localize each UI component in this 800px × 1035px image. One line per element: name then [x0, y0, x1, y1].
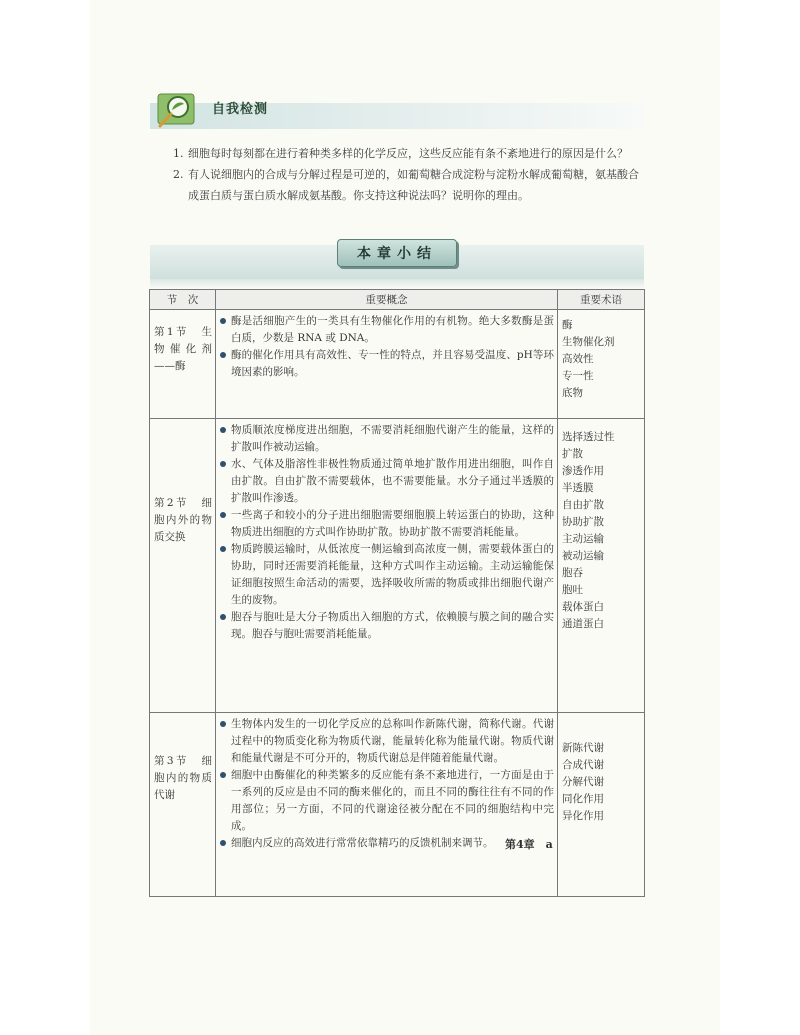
bullet-dot-icon: [220, 427, 226, 433]
concepts-cell: [216, 713, 558, 897]
term: 酶: [562, 319, 573, 331]
bullet-dot-icon: [220, 614, 226, 620]
term: 生物催化剂: [562, 336, 615, 348]
concept-item: 水、气体及脂溶性非极性物质通过简单地扩散作用进出细胞，叫作自由扩散。自由扩散不需要载体，也不需要能量。水分子通过半透膜的扩散叫作渗透。: [220, 456, 554, 507]
bullet-dot-icon: [220, 840, 226, 846]
term: 扩散: [562, 448, 583, 460]
table-row: [150, 419, 645, 713]
terms-cell: [558, 713, 645, 897]
concept-item: 细胞内反应的高效进行常常依靠精巧的反馈机制来调节。: [220, 835, 554, 852]
table-header-row: [150, 290, 645, 310]
question-text: 有人说细胞内的合成与分解过程是可逆的，如葡萄糖合成淀粉与淀粉水解成葡萄糖，氨基酸合成蛋白质与蛋白质水解成氨基酸。你支持这种说法吗？说明你的理由。: [188, 168, 639, 202]
term: 新陈代谢: [562, 742, 604, 754]
concept-item: 一些离子和较小的分子进出细胞需要细胞膜上转运蛋白的协助，这种物质进出细胞的方式叫作协助扩散。协助扩散不需要消耗能量。: [220, 507, 554, 541]
term: 高效性: [562, 353, 594, 365]
concept-item: 酶是活细胞产生的一类具有生物催化作用的有机物。绝大多数酶是蛋白质，少数是 RNA 或 DNA。: [220, 313, 554, 347]
summary-title: 本章小结: [337, 239, 457, 267]
term: 自由扩散: [562, 499, 604, 511]
section-cell: 第2节 细胞内外的物质交换: [150, 419, 216, 713]
self-check-questions: [173, 143, 648, 206]
concepts-cell: [216, 419, 558, 713]
section-cell: 第3节 细胞内的物质代谢: [150, 713, 216, 897]
header-section: 节 次: [150, 290, 216, 310]
bullet-dot-icon: [220, 772, 226, 778]
term: 通道蛋白: [562, 618, 604, 630]
summary-table: [149, 289, 645, 897]
term: 专一性: [562, 370, 594, 382]
term: 分解代谢: [562, 776, 604, 788]
header-terms: 重要术语: [558, 290, 645, 310]
term: 选择透过性: [562, 431, 615, 443]
question-number: 1.: [173, 147, 184, 160]
term: 半透膜: [562, 482, 594, 494]
summary-header-fade: [150, 279, 644, 289]
header-concepts: 重要概念: [216, 290, 558, 310]
term: 胞吞: [562, 567, 583, 579]
term: 底物: [562, 387, 583, 399]
question-text: 细胞每时每刻都在进行着种类多样的化学反应，这些反应能有条不紊地进行的原因是什么？: [188, 147, 628, 160]
bullet-dot-icon: [220, 461, 226, 467]
term: 主动运输: [562, 533, 604, 545]
page-footer: 第4章 a: [505, 838, 553, 851]
term: 异化作用: [562, 810, 604, 822]
terms-cell: [558, 419, 645, 713]
question-item: [173, 164, 648, 206]
bullet-dot-icon: [220, 512, 226, 518]
term: 协助扩散: [562, 516, 604, 528]
bullet-dot-icon: [220, 721, 226, 727]
concept-item: 细胞中由酶催化的种类繁多的反应能有条不紊地进行，一方面是由于一系列的反应是由不同的酶来催化的，而且不同的酶往往有不同的作用部位；另一方面，不同的代谢途径被分配在不同的细胞结构中完成。: [220, 767, 554, 835]
bullet-dot-icon: [220, 546, 226, 552]
magnifier-leaf-icon: [152, 88, 200, 130]
terms-cell: [558, 310, 645, 419]
term: 同化作用: [562, 793, 604, 805]
concept-item: 生物体内发生的一切化学反应的总称叫作新陈代谢，简称代谢。代谢过程中的物质变化称为物质代谢，能量转化称为能量代谢。物质代谢和能量代谢是不可分开的，物质代谢总是伴随着能量代谢。: [220, 716, 554, 767]
table-row: [150, 713, 645, 897]
concept-item: 胞吞与胞吐是大分子物质出入细胞的方式，依赖膜与膜之间的融合实现。胞吞与胞吐需要消耗能量。: [220, 609, 554, 643]
section-cell: 第1节 生物催化剂——酶: [150, 310, 216, 419]
bullet-dot-icon: [220, 352, 226, 358]
bullet-dot-icon: [220, 318, 226, 324]
concept-item: 物质跨膜运输时，从低浓度一侧运输到高浓度一侧，需要载体蛋白的协助，同时还需要消耗能量，这种方式叫作主动运输。主动运输能保证细胞按照生命活动的需要，选择吸收所需的物质或排出细胞代谢产生的废物。: [220, 541, 554, 609]
table-row: [150, 310, 645, 419]
term: 渗透作用: [562, 465, 604, 477]
self-check-title: 自我检测: [212, 102, 269, 117]
term: 被动运输: [562, 550, 604, 562]
concept-item: 物质顺浓度梯度进出细胞，不需要消耗细胞代谢产生的能量，这样的扩散叫作被动运输。: [220, 422, 554, 456]
term: 载体蛋白: [562, 601, 604, 613]
question-item: [173, 143, 648, 164]
term: 合成代谢: [562, 759, 604, 771]
concept-item: 酶的催化作用具有高效性、专一性的特点，并且容易受温度、pH等环境因素的影响。: [220, 347, 554, 381]
term: 胞吐: [562, 584, 583, 596]
concepts-cell: [216, 310, 558, 419]
question-number: 2.: [173, 168, 184, 181]
